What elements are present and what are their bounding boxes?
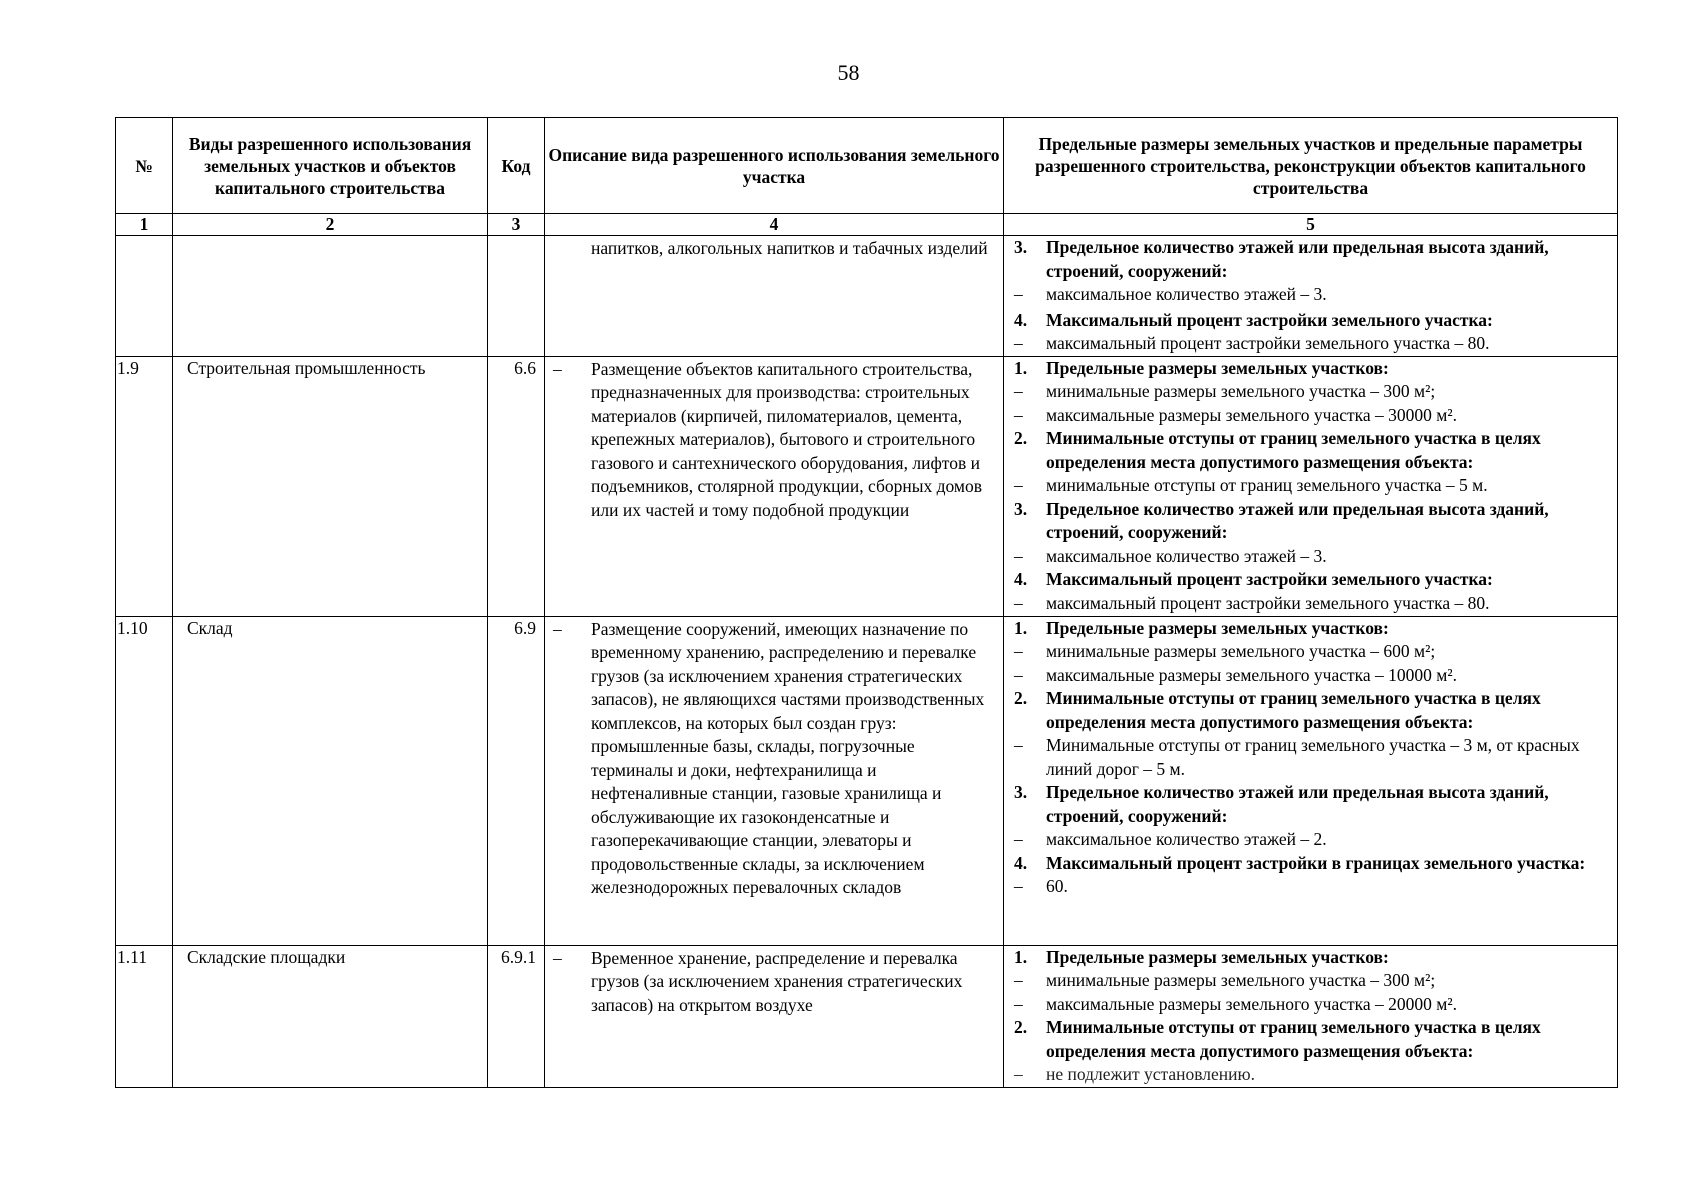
limits-list <box>1004 357 1617 616</box>
use-code: 6.9 <box>488 616 545 945</box>
limits-list <box>1004 946 1617 1087</box>
list-marker: – <box>1014 381 1023 401</box>
limit-heading: Предельные размеры земельных участков: <box>1046 617 1389 638</box>
land-use-table <box>115 117 1618 1088</box>
dash-marker: – <box>553 358 562 379</box>
limit-item: минимальные размеры земельного участка – 600 м²; <box>1046 641 1436 661</box>
column-number-row <box>116 214 1618 236</box>
list-marker: 4. <box>1014 309 1028 330</box>
description-text: Размещение сооружений, имеющих назначение по временному хранению, распределению и перевалке грузов (за исключением хранения стратегических запасов), не являющихся частями производственных комплексов, на которых был создан груз: промышленные базы, склады, погрузочные терминалы и доки, нефтехранилища и нефтеналивные станции, газовые хранилища и обслуживающие их газоконденсатные и газоперекачивающие станции, элеваторы и продовольственные склады, за исключением железнодорожных перевалочных складов <box>591 618 985 897</box>
use-type-name: Складские площадки <box>173 945 488 1087</box>
limit-heading: Максимальный процент застройки в границах земельного участка: <box>1046 852 1586 873</box>
list-marker: 4. <box>1014 852 1028 873</box>
limit-item: минимальные размеры земельного участка – 300 м²; <box>1046 381 1436 401</box>
limit-item: максимальное количество этажей – 3. <box>1046 284 1327 304</box>
limit-item: 60. <box>1046 876 1068 896</box>
limits-list <box>1004 236 1617 356</box>
limit-heading: Максимальный процент застройки земельного участка: <box>1046 569 1493 589</box>
list-marker: 2. <box>1014 1017 1028 1037</box>
limit-item: минимальные размеры земельного участка – 300 м²; <box>1046 970 1436 990</box>
limit-item: не подлежит установлению. <box>1046 1064 1255 1084</box>
header-code: Код <box>488 118 545 214</box>
dash-marker: – <box>553 618 562 639</box>
limit-heading: Предельное количество этажей или предельная высота зданий, строений, сооружений: <box>1046 498 1549 542</box>
list-marker: – <box>1014 1064 1023 1084</box>
limit-heading: Максимальный процент застройки земельного участка: <box>1046 309 1493 330</box>
limit-heading: Минимальные отступы от границ земельного участка в целях определения места допустимого размещения объекта: <box>1046 688 1541 732</box>
header-use-type: Виды разрешенного использования земельных участков и объектов капитального строительства <box>173 118 488 214</box>
column-number: 2 <box>173 214 488 236</box>
column-number: 4 <box>545 214 1004 236</box>
limit-item: максимальный процент застройки земельного участка – 80. <box>1046 333 1490 353</box>
list-marker: – <box>1014 284 1023 304</box>
limits-list <box>1004 617 1617 899</box>
list-marker: – <box>1014 333 1023 353</box>
limit-item: максимальное количество этажей – 2. <box>1046 829 1327 849</box>
list-marker: 3. <box>1014 782 1028 802</box>
limit-heading: Предельные размеры земельных участков: <box>1046 946 1389 967</box>
header-number: № <box>116 118 173 214</box>
use-code: 6.6 <box>488 356 545 616</box>
list-marker: 2. <box>1014 428 1028 448</box>
limit-item: максимальное количество этажей – 3. <box>1046 545 1327 566</box>
row-number: 1.10 <box>116 616 173 945</box>
list-marker: – <box>1014 664 1023 685</box>
use-type-name: Строительная промышленность <box>173 356 488 616</box>
table-row <box>116 945 1618 1087</box>
limit-heading: Предельное количество этажей или предельная высота зданий, строений, сооружений: <box>1046 782 1549 826</box>
table-row <box>116 616 1618 945</box>
list-marker: – <box>1014 641 1023 661</box>
column-number: 3 <box>488 214 545 236</box>
header-description: Описание вида разрешенного использования земельного участка <box>545 118 1004 214</box>
header-row <box>116 118 1618 214</box>
list-marker: – <box>1014 404 1023 425</box>
list-marker: 1. <box>1014 357 1028 378</box>
list-marker: – <box>1014 545 1023 566</box>
column-number: 1 <box>116 214 173 236</box>
limit-item: максимальные размеры земельного участка – 20000 м². <box>1046 993 1457 1014</box>
column-number: 5 <box>1004 214 1618 236</box>
description-text: Временное хранение, распределение и перевалка грузов (за исключением хранения стратегических запасов) на открытом воздухе <box>591 947 963 1015</box>
list-marker: 1. <box>1014 617 1028 638</box>
list-marker: – <box>1014 970 1023 990</box>
list-marker: 3. <box>1014 498 1028 519</box>
limit-item: Минимальные отступы от границ земельного участка – 3 м, от красных линий дорог – 5 м. <box>1046 735 1580 779</box>
list-marker: – <box>1014 993 1023 1014</box>
use-type-name: Склад <box>173 616 488 945</box>
limit-item: максимальный процент застройки земельного участка – 80. <box>1046 592 1490 613</box>
limit-heading: Предельное количество этажей или предельная высота зданий, строений, сооружений: <box>1046 237 1549 281</box>
limit-item: минимальные отступы от границ земельного участка – 5 м. <box>1046 475 1488 495</box>
limit-heading: Предельные размеры земельных участков: <box>1046 357 1389 378</box>
list-marker: – <box>1014 735 1023 755</box>
page-number: 58 <box>837 60 860 85</box>
list-marker: 2. <box>1014 688 1028 708</box>
list-marker: – <box>1014 475 1023 495</box>
use-code: 6.9.1 <box>488 945 545 1087</box>
description-text: Размещение объектов капитального строительства, предназначенных для производства: строительных материалов (кирпичей, пиломатериалов, цемента, крепежных материалов), бытового и строительного газового и сантехнического оборудования, лифтов и подъемников, столярной продукции, сборных домов или их частей и тому подобной продукции <box>591 358 983 520</box>
row-number: 1.9 <box>116 356 173 616</box>
list-marker: – <box>1014 592 1023 613</box>
table-row <box>116 236 1618 357</box>
limit-heading: Минимальные отступы от границ земельного участка в целях определения места допустимого размещения объекта: <box>1046 1017 1541 1061</box>
dash-marker: – <box>553 947 562 968</box>
list-marker: 1. <box>1014 946 1028 967</box>
list-marker: 4. <box>1014 569 1028 589</box>
header-limits: Предельные размеры земельных участков и предельные параметры разрешенного строительства, реконструкции объектов капитального строительства <box>1004 118 1618 214</box>
limit-item: максимальные размеры земельного участка – 10000 м². <box>1046 664 1457 685</box>
description-text: напитков, алкогольных напитков и табачных изделий <box>591 238 988 258</box>
limit-heading: Минимальные отступы от границ земельного участка в целях определения места допустимого размещения объекта: <box>1046 428 1541 472</box>
list-marker: – <box>1014 876 1023 896</box>
list-marker: 3. <box>1014 237 1028 257</box>
row-number: 1.11 <box>116 945 173 1087</box>
table-row <box>116 356 1618 616</box>
limit-item: максимальные размеры земельного участка – 30000 м². <box>1046 404 1457 425</box>
list-marker: – <box>1014 829 1023 849</box>
